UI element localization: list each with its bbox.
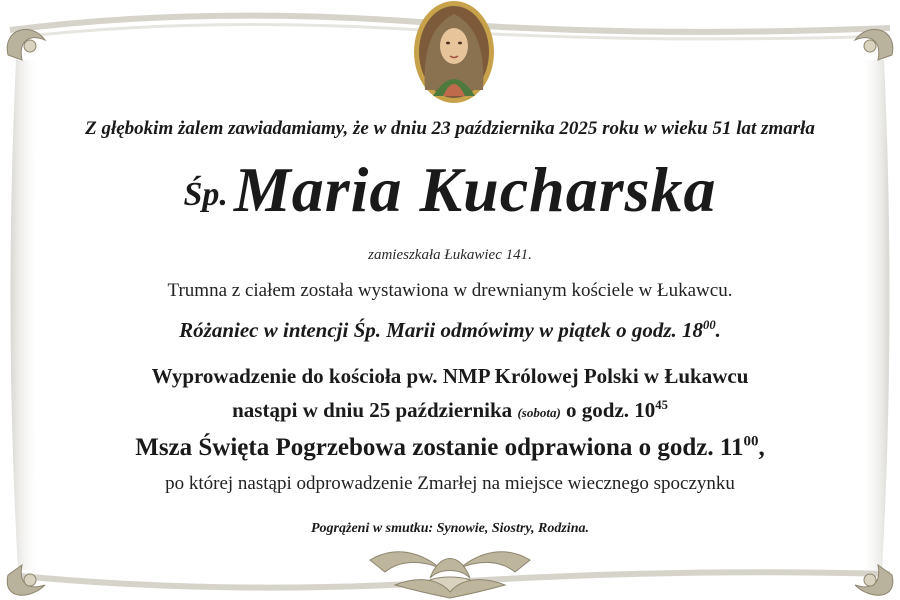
residence-text: zamieszkała Łukawiec 141. bbox=[368, 247, 532, 263]
procession-date: nastąpi w dniu 25 października bbox=[232, 398, 518, 422]
coffin-info-text: Trumna z ciałem została wystawiona w drewnianym kościele w Łukawcu. bbox=[167, 280, 733, 301]
deceased-name: Maria Kucharska bbox=[233, 154, 717, 225]
procession-line-1: Wyprowadzenie do kościoła pw. NMP Królowej Polski w Łukawcu bbox=[151, 364, 749, 388]
announcement-text: Z głębokim żalem zawiadamiamy, że w dniu 23 października 2025 roku w wieku 51 lat zmarła bbox=[85, 118, 815, 139]
deceased-heading bbox=[0, 153, 900, 227]
rosary-main: Różaniec w intencji Śp. Marii odmówimy w piątek o godz. 18 bbox=[179, 318, 704, 342]
mass-main: Msza Święta Pogrzebowa zostanie odprawiona o godz. 11 bbox=[135, 434, 744, 461]
procession-day-note: (sobota) bbox=[517, 405, 561, 420]
rosary-text bbox=[0, 318, 900, 343]
rosary-end: . bbox=[715, 318, 721, 342]
bottom-ornament-icon bbox=[370, 552, 530, 598]
virgin-mary-portrait-icon bbox=[413, 0, 495, 105]
burial-text: po której nastąpi odprowadzenie Zmarłej na miejsce wiecznego spoczynku bbox=[165, 473, 735, 494]
mass-time-minutes: 00 bbox=[743, 433, 759, 450]
procession-time-minutes: 45 bbox=[655, 398, 668, 412]
scroll-ornament-icon bbox=[7, 29, 893, 595]
name-prefix: Śp. bbox=[183, 176, 228, 213]
rosary-time-minutes: 00 bbox=[703, 318, 716, 332]
mass-end: , bbox=[758, 434, 765, 461]
procession-time: o godz. 10 bbox=[560, 398, 656, 422]
mourners-text: Pogrążeni w smutku: Synowie, Siostry, Rodzina. bbox=[311, 521, 589, 536]
procession-line-2 bbox=[0, 398, 900, 423]
mass-text bbox=[0, 434, 900, 462]
